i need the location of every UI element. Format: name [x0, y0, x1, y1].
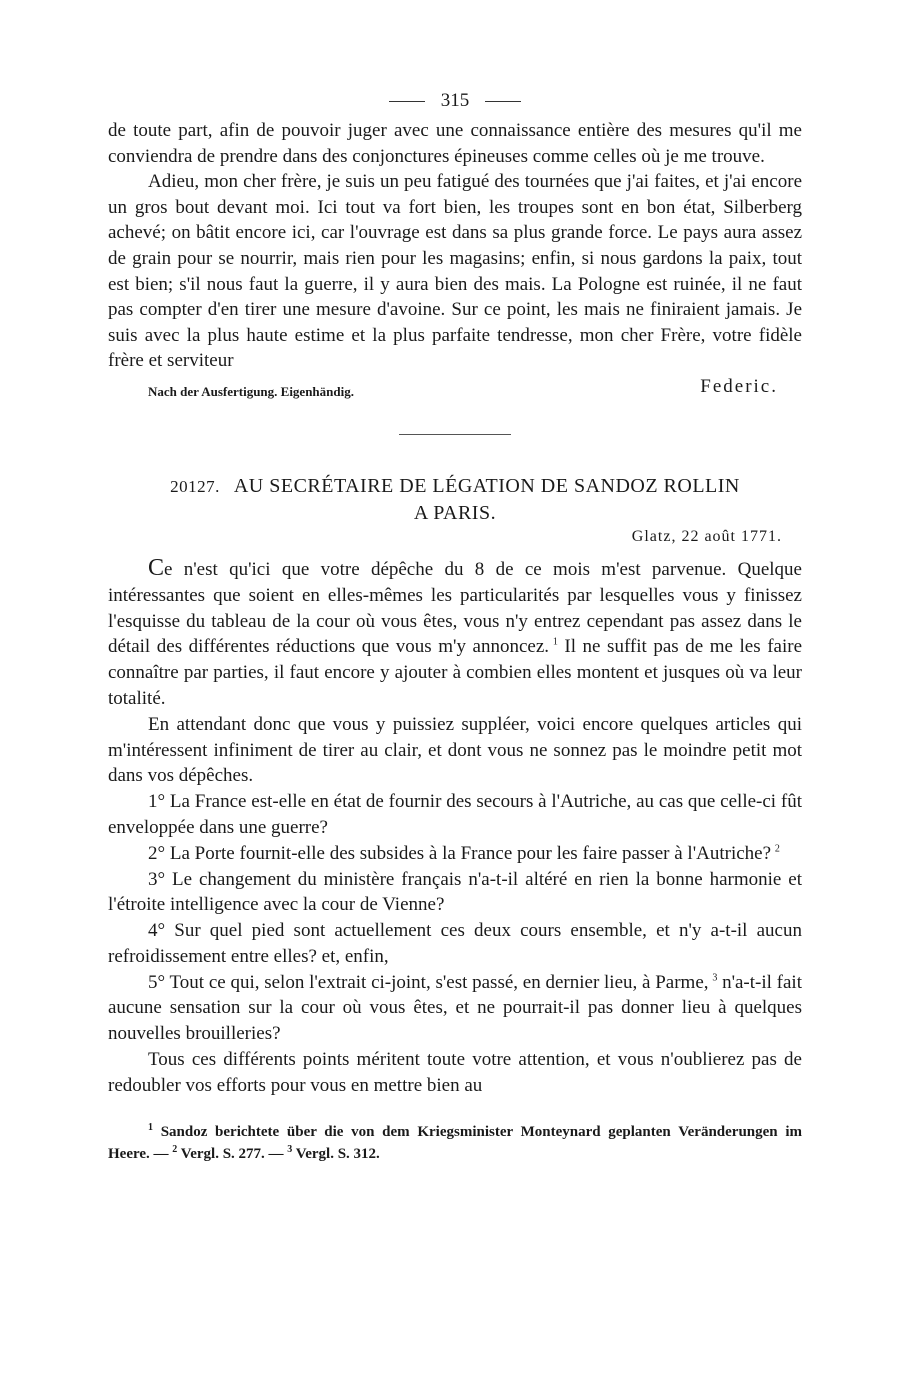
question-4: 4° Sur quel pied sont actuellement ces deux cours ensemble, et n'y a-t-il aucun refroidissement entre elles? et, enfin, [108, 920, 802, 967]
footnote-ref-1: 1 [552, 637, 558, 648]
footnote-ref-2: 2 [774, 843, 780, 855]
question-2: 2° La Porte fournit-elle des subsides à la France pour les faire passer à l'Autriche? $^2$ [148, 842, 780, 864]
question-3: 3° Le changement du ministère français n'a-t-il altéré en rien la bonne harmonie et l'étroite intelligence avec la cour de Vienne? [108, 868, 802, 916]
letter-body [108, 556, 802, 1099]
heading-line-1 [108, 473, 802, 500]
footnote-text-2: Vergl. S. 277. — [180, 1145, 288, 1162]
section-separator [399, 434, 511, 435]
heading-line-2: A PARIS. [413, 501, 497, 524]
continuation-paragraph: de toute part, afin de pouvoir juger avec une connaissance entière des mesures qu'il me conviendra de prendre dans des conjonctures épineuses comme celles où je me trouve. [108, 120, 802, 167]
letter-closing [108, 374, 802, 406]
book-page [108, 84, 802, 1165]
question-1: 1° La France est-elle en état de fournir des secours à l'Autriche, au cas que celle-ci fût enveloppée dans une guerre? [108, 791, 802, 838]
letter-paragraph-1: Ce n'est qu'ici que votre dépêche du 8 de ce mois m'est parvenue. Quelque intéressantes que soient en elles-mêmes les particularités par lesquelles vous y finissez l'esquisse du tableau de la cour où vous êtes, vous n'y entrez cependant pas assez dans le détail des différentes réductions que vous m'y annoncez. $^1$ Il ne suffit pas de me les faire connaître par parties, il faut encore y ajouter à combien elles montent et jusques où va leur totalité. [108, 554, 802, 709]
dateline-date: 22 août 1771. [681, 527, 782, 545]
footnotes [108, 1121, 802, 1165]
previous-letter-continuation [108, 118, 802, 374]
page-number: 315 [440, 90, 470, 111]
footnote-mark-2: 2 [172, 1143, 178, 1155]
letter-paragraph-2: En attendant donc que vous y puissiez suppléer, voici encore quelques articles qui m'intéressent infiniment de tirer au clair, et dont vous ne sonnez pas le moindre petit mot dans vos dépêches. [108, 713, 802, 787]
footnote-text-1: Sandoz berichtete über die von dem Kriegsminister Monteynard geplanten Veränderungen im Heere. — [108, 1123, 802, 1162]
source-note: Nach der Ausfertigung. Eigenhändig. [148, 383, 354, 399]
dateline [108, 528, 782, 550]
page-header [108, 84, 802, 118]
footnote-text-3: Vergl. S. 312. [295, 1145, 380, 1162]
dateline-place: Glatz, [631, 527, 677, 545]
question-5: 5° Tout ce qui, selon l'extrait ci-joint, s'est passé, en dernier lieu, à Parme, $^3$ n'a-t-il fait aucune sensation sur la cour où vous êtes, et ne pourrait-il pas donner lieu à quelques nouvelles brouilleries? [108, 971, 802, 1045]
document-title: AU SECRÉTAIRE DE LÉGATION DE SANDOZ ROLLIN [233, 474, 740, 497]
footnote-ref-3: 3 [712, 972, 718, 984]
letter-paragraph-last: Tous ces différents points méritent toute votre attention, et vous n'oublierez pas de redoubler vos efforts pour vous en mettre bien au [108, 1049, 802, 1096]
document-heading [108, 473, 802, 526]
footnote-mark-3: 3 [287, 1143, 293, 1155]
document-number: 20127. [170, 476, 220, 496]
signature: Federic. [700, 375, 778, 397]
header-rule-left [389, 101, 425, 102]
footnote-mark-1: 1 [148, 1121, 153, 1133]
opening-initial: C [148, 554, 165, 581]
header-rule-right [485, 101, 521, 102]
closing-paragraph: Adieu, mon cher frère, je suis un peu fatigué des tournées que j'ai faites, et j'ai encore un gros bout devant moi. Ici tout va fort bien, les troupes sont en bon état, Silberberg achevé; on bâtit encore ici, car l'ouvrage est dans sa plus grande force. Le pays aura assez de grain pour se nourrir, mais rien pour les magasins; enfin, si nous gardons la paix, tout est bien; s'il nous faut la guerre, il y aura bien des mais. La Pologne est ruinée, il ne faut pas compter d'en tirer une mesure d'avoine. Sur ce point, les mais ne finiraient jamais. Je suis avec la plus haute estime et la plus parfaite tendresse, mon cher Frère, votre fidèle frère et serviteur [108, 171, 802, 372]
